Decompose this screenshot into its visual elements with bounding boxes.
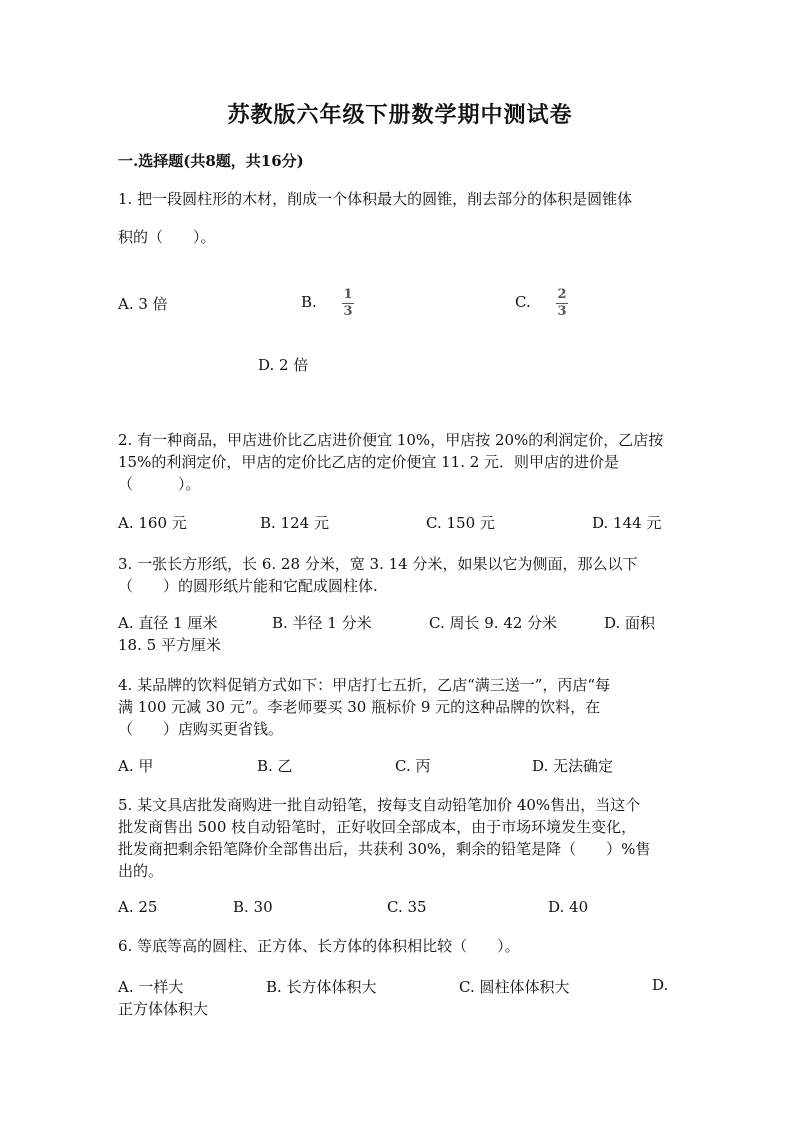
question-3-option-a: A. 直径 1 厘米 [118, 614, 218, 632]
question-4-option-a: A. 甲 [118, 757, 154, 775]
question-5-option-b: B. 30 [233, 898, 273, 916]
question-4-option-b: B. 乙 [257, 757, 293, 775]
question-5-option-a: A. 25 [118, 898, 158, 916]
question-2-option-b: B. 124 元 [260, 514, 329, 532]
question-3-text-cont: （ ）的圆形纸片能和它配成圆柱体. [118, 577, 378, 595]
question-5-text: 5. 某文具店批发商购进一批自动铅笔，按每支自动铅笔加价 40%售出，当这个 [118, 796, 641, 814]
question-2-option-c: C. 150 元 [426, 514, 495, 532]
question-1-option-a: A. 3 倍 [118, 295, 168, 313]
question-1-text-cont: 积的（ ）。 [118, 228, 216, 246]
question-1-option-b-fraction [342, 288, 354, 319]
question-4-option-d: D. 无法确定 [532, 757, 614, 775]
question-2-text-cont: 15%的利润定价，甲店的定价比乙店的定价便宜 11. 2 元．则甲店的进价是 [118, 453, 620, 471]
fraction-numerator: 1 [343, 287, 353, 302]
question-3-option-d-cont: 18. 5 平方厘米 [118, 636, 221, 654]
question-5-text-cont3: 出的。 [118, 862, 164, 880]
fraction-numerator: 2 [557, 287, 567, 302]
fraction-denominator: 3 [343, 304, 353, 319]
question-4-text: 4. 某品牌的饮料促销方式如下：甲店打七五折，乙店“满三送一”，丙店“每 [118, 676, 611, 694]
question-3-option-b: B. 半径 1 分米 [272, 614, 372, 632]
question-3-option-d: D. 面积 [604, 614, 656, 632]
question-4-text-cont: 满 100 元减 30 元”。李老师要买 30 瓶标价 9 元的这种品牌的饮料，在 [118, 698, 601, 716]
question-6-option-b: B. 长方体体积大 [266, 978, 377, 996]
question-6-option-d-cont: 正方体体积大 [118, 1000, 209, 1018]
question-6-option-c: C. 圆柱体体积大 [459, 978, 570, 996]
question-1-option-b: B. [301, 293, 317, 311]
question-5-option-d: D. 40 [548, 898, 589, 916]
question-3-option-c: C. 周长 9. 42 分米 [429, 614, 558, 632]
question-6-text: 6. 等底等高的圆柱、正方体、长方体的体积相比较（ ）。 [118, 937, 520, 955]
question-1-text: 1. 把一段圆柱形的木材，削成一个体积最大的圆锥，削去部分的体积是圆锥体 [118, 190, 633, 208]
page-title: 苏教版六年级下册数学期中测试卷 [227, 102, 573, 128]
question-6-option-d: D. [652, 976, 669, 994]
question-2-option-d: D. 144 元 [592, 514, 662, 532]
question-2-option-a: A. 160 元 [118, 514, 187, 532]
section-heading: 一.选择题(共8题，共16分) [118, 152, 304, 170]
fraction-denominator: 3 [557, 304, 567, 319]
question-2-text-cont2: （ ）。 [118, 475, 201, 493]
question-3-text: 3. 一张长方形纸，长 6. 28 分米，宽 3. 14 分米，如果以它为侧面，那么以下 [118, 555, 638, 573]
question-1-option-c-fraction [556, 288, 568, 319]
question-1-option-c: C. [515, 293, 531, 311]
question-4-text-cont2: （ ）店购买更省钱。 [118, 720, 284, 738]
question-5-option-c: C. 35 [387, 898, 427, 916]
question-4-option-c: C. 丙 [395, 757, 431, 775]
question-5-text-cont2: 批发商把剩余铅笔降价全部售出后，共获利 30%，剩余的铅笔是降（ ）%售 [118, 840, 651, 858]
question-2-text: 2. 有一种商品，甲店进价比乙店进价便宜 10%，甲店按 20%的利润定价，乙店按 [118, 431, 664, 449]
question-1-option-d: D. 2 倍 [258, 356, 309, 374]
question-5-text-cont: 批发商售出 500 枝自动铅笔时，正好收回全部成本，由于市场环境发生变化， [118, 818, 637, 836]
question-6-option-a: A. 一样大 [118, 978, 184, 996]
